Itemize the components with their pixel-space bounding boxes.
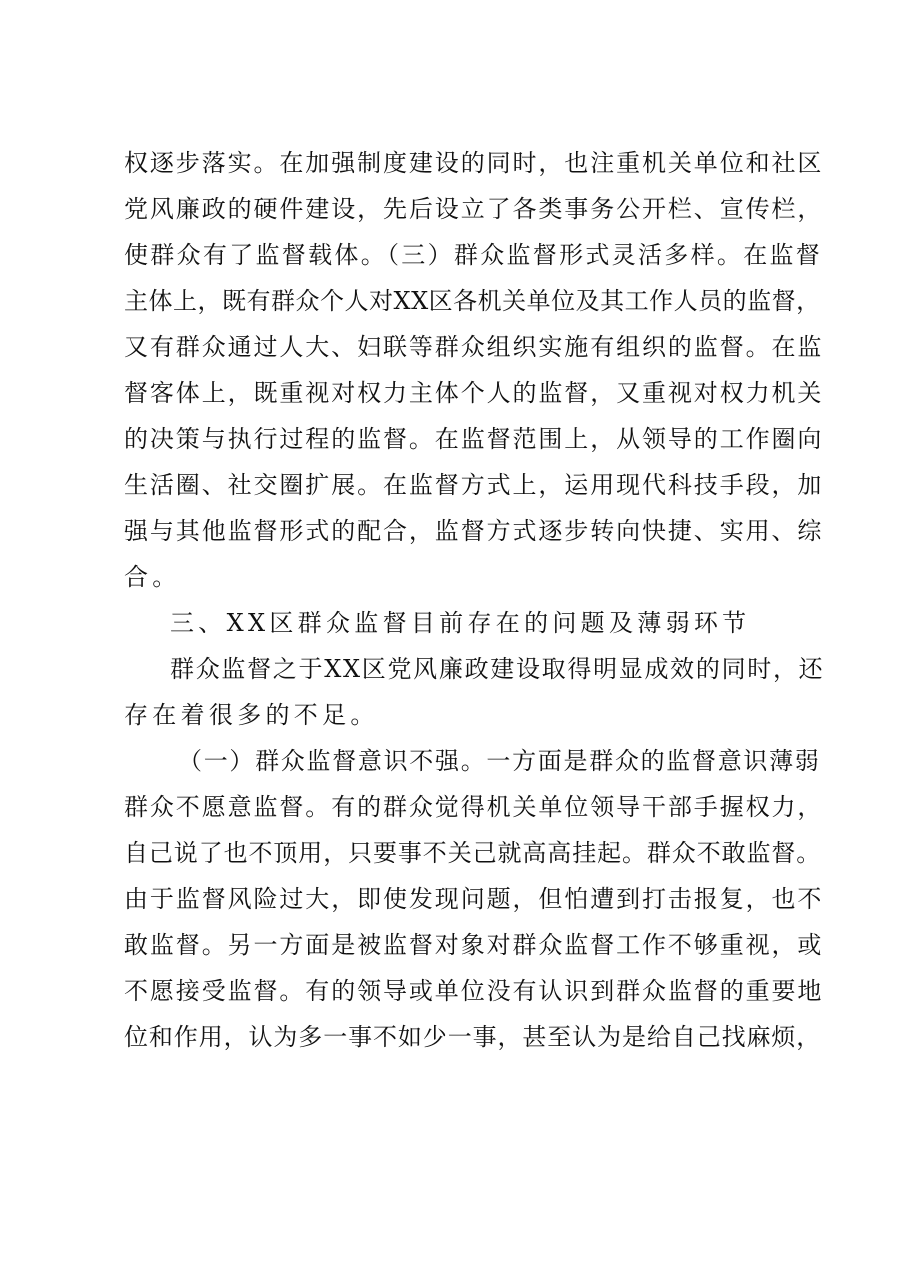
text-line: 强与其他监督形式的配合，监督方式逐步转向快捷、实用、综 xyxy=(124,517,824,545)
text-line: 敢监督。另一方面是被监督对象对群众监督工作不够重视，或 xyxy=(124,931,824,959)
text-line: 位和作用，认为多一事不如少一事，甚至认为是给自己找麻烦， xyxy=(124,1023,822,1051)
text-line: 又有群众通过人大、妇联等群众组织实施有组织的监督。在监 xyxy=(124,333,824,361)
paragraph-start: 群众监督之于XX区党风廉政建设取得明显成效的同时，还 xyxy=(170,655,825,683)
text-line: 督客体上，既重视对权力主体个人的监督，又重视对权力机关 xyxy=(124,379,824,407)
text-line: 自己说了也不顶用，只要事不关己就高高挂起。群众不敢监督。 xyxy=(124,839,822,867)
text-line: 使群众有了监督载体。（三）群众监督形式灵活多样。在监督 xyxy=(124,241,823,269)
text-line: 权逐步落实。在加强制度建设的同时，也注重机关单位和社区 xyxy=(124,149,824,177)
text-line: 不愿接受监督。有的领导或单位没有认识到群众监督的重要地 xyxy=(124,977,824,1005)
text-line: 群众不愿意监督。有的群众觉得机关单位领导干部手握权力， xyxy=(124,793,824,821)
text-line: 党风廉政的硬件建设，先后设立了各类事务公开栏、宣传栏， xyxy=(124,195,824,223)
section-heading: 三、XX区群众监督目前存在的问题及薄弱环节 xyxy=(170,609,751,637)
text-line: 合。 xyxy=(124,563,181,591)
text-line: 的决策与执行过程的监督。在监督范围上，从领导的工作圈向 xyxy=(124,425,824,453)
text-line: 生活圈、社交圈扩展。在监督方式上，运用现代科技手段，加 xyxy=(124,471,824,499)
text-line: 存在着很多的不足。 xyxy=(124,701,379,729)
text-line: 由于监督风险过大，即使发现问题，但怕遭到打击报复，也不 xyxy=(124,885,824,913)
subsection-start: （一）群众监督意识不强。一方面是群众的监督意识薄弱 xyxy=(178,747,821,775)
text-line: 主体上，既有群众个人对XX区各机关单位及其工作人员的监督， xyxy=(124,287,821,315)
body-text xyxy=(124,140,824,1060)
